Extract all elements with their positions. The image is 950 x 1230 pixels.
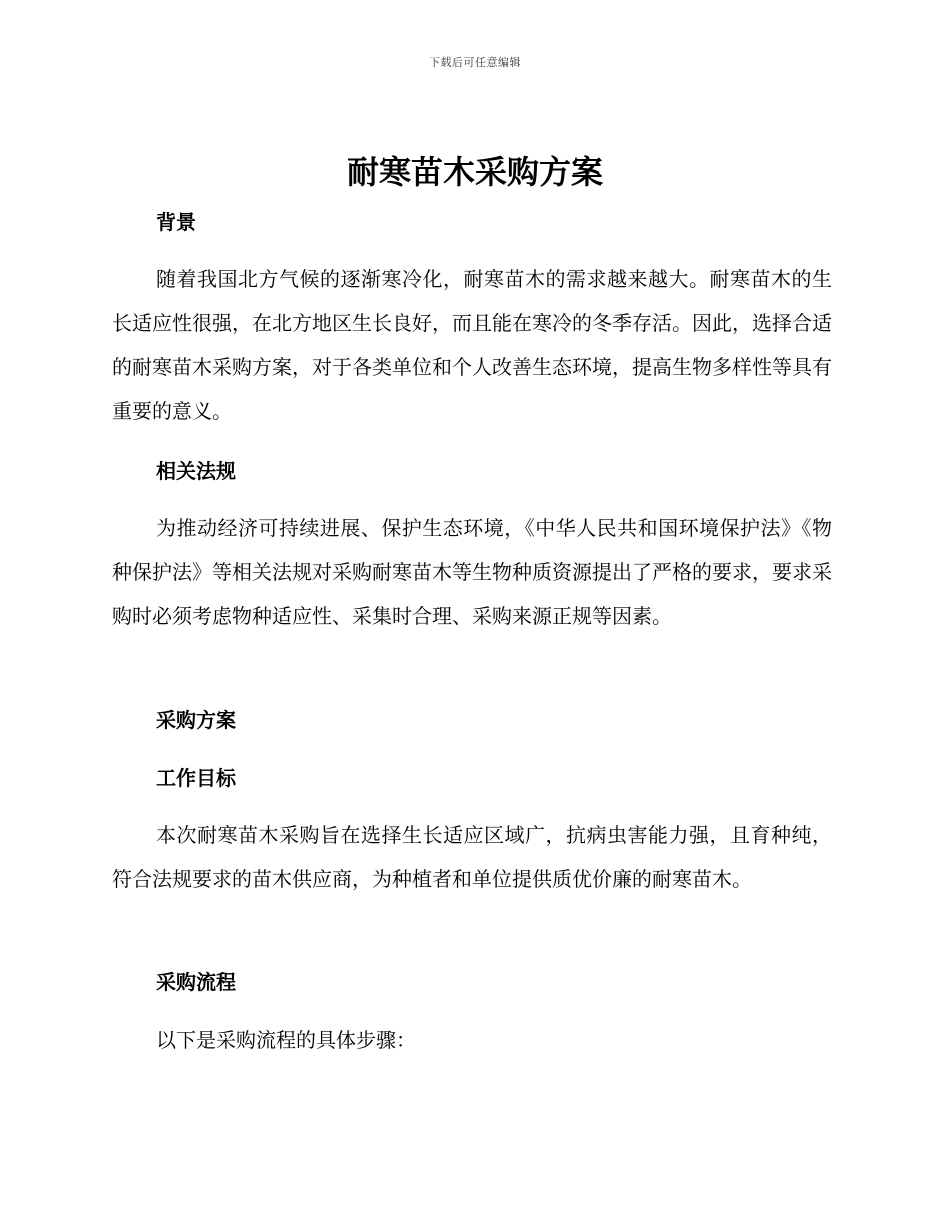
section-heading-process: 采购流程 bbox=[156, 970, 236, 994]
section-heading-background: 背景 bbox=[156, 210, 196, 234]
section-heading-goal: 工作目标 bbox=[156, 766, 236, 790]
paragraph-process: 以下是采购流程的具体步骤： bbox=[156, 1028, 416, 1052]
header-note: 下载后可任意编辑 bbox=[429, 56, 521, 69]
section-heading-plan: 采购方案 bbox=[156, 708, 236, 732]
paragraph-goal: 本次耐寒苗木采购旨在选择生长适应区域广，抗病虫害能力强，且育种纯，符合法规要求的苗木供应商，为种植者和单位提供质优价廉的耐寒苗木。 bbox=[112, 823, 832, 891]
section-heading-regulations: 相关法规 bbox=[156, 459, 236, 483]
paragraph-regulations: 为推动经济可持续进展、保护生态环境，《中华人民共和国环境保护法》《物种保护法》等相关法规对采购耐寒苗木等生物种质资源提出了严格的要求，要求采购时必须考虑物种适应性、采集时合理、采购来源正规等因素。 bbox=[112, 516, 832, 628]
document-title: 耐寒苗木采购方案 bbox=[346, 153, 603, 191]
paragraph-background: 随着我国北方气候的逐渐寒冷化，耐寒苗木的需求越来越大。耐寒苗木的生长适应性很强，在北方地区生长良好，而且能在寒冷的冬季存活。因此，选择合适的耐寒苗木采购方案，对于各类单位和个人改善生态环境，提高生物多样性等具有重要的意义。 bbox=[112, 267, 832, 423]
